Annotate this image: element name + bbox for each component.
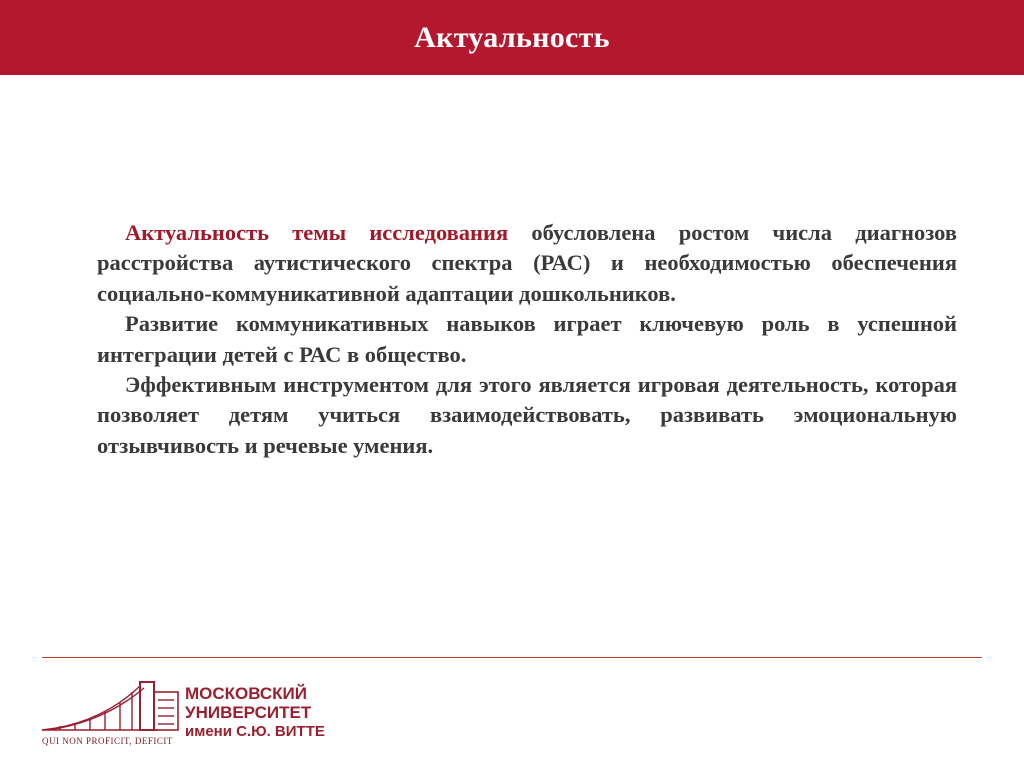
slide-title: Актуальность	[414, 20, 610, 54]
university-name	[185, 684, 325, 741]
highlighted-phrase: Актуальность темы исследования	[125, 220, 509, 245]
paragraph-communication: Развитие коммуникативных навыков играет ключевую роль в успешной интеграции детей с РАС в общество.	[97, 311, 957, 367]
university-logo	[40, 678, 325, 748]
slide-body	[97, 218, 957, 461]
university-name-line1: МОСКОВСКИЙ	[185, 684, 307, 703]
title-bar	[0, 0, 1024, 75]
university-name-line2: УНИВЕРСИТЕТ	[185, 703, 312, 722]
university-name-line3: имени С.Ю. ВИТТЕ	[185, 723, 325, 740]
footer-divider	[42, 657, 982, 658]
bridge-logo-icon	[40, 678, 185, 738]
paragraph-relevance	[97, 218, 957, 309]
paragraph-game-activity: Эффективным инструментом для этого является игровая деятельность, которая позволяет детям учиться взаимодействовать, развивать эмоциональную отзывчивость и речевые умения.	[97, 372, 957, 458]
paragraph-relevance-text: обусловлена ростом числа диагнозов расстройства аутистического спектра (РАС) и необходимостью обеспечения социально-коммуникативной адаптации дошкольников.	[97, 220, 957, 306]
logo-motto: QUI NON PROFICIT, DEFICIT	[42, 736, 173, 746]
